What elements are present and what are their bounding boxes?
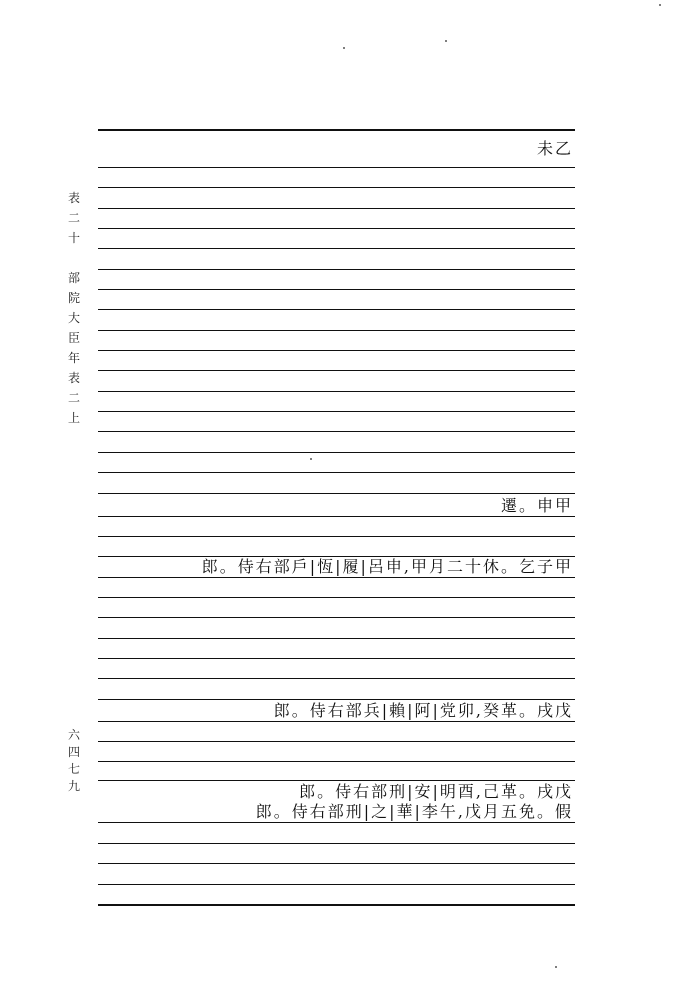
print-speck — [445, 40, 447, 42]
table-entry: 郎。侍右部刑|之|華|李午,戊月五免。假 — [255, 802, 573, 821]
print-speck — [310, 458, 312, 460]
page-number-char: 七 — [67, 762, 80, 776]
margin-subtitle-char: 部 — [67, 271, 80, 285]
margin-subtitle-char: 上 — [67, 411, 80, 425]
margin-subtitle — [62, 268, 86, 428]
table-rule — [98, 228, 575, 229]
table-rule — [98, 452, 575, 453]
table-rule — [98, 370, 575, 371]
table-rule — [98, 658, 575, 659]
page-number-char: 六 — [67, 728, 80, 742]
print-speck — [555, 966, 557, 968]
table-rule — [98, 699, 575, 700]
table-rule — [98, 721, 575, 722]
table-rule — [98, 741, 575, 742]
table-rule — [98, 269, 575, 270]
table-rule — [98, 289, 575, 290]
page-number-char: 四 — [67, 745, 80, 759]
table-rule-top — [98, 129, 575, 131]
margin-subtitle-char: 院 — [67, 291, 80, 305]
table-rule — [98, 350, 575, 351]
margin-title-char: 表 — [67, 191, 80, 205]
margin-title-char: 二 — [67, 211, 80, 225]
print-speck — [343, 47, 345, 49]
table-rule — [98, 617, 575, 618]
table-rule — [98, 597, 575, 598]
margin-title-char: 十 — [67, 231, 80, 245]
table-rule — [98, 493, 575, 494]
table-rule — [98, 411, 575, 412]
table-rule — [98, 678, 575, 679]
table-rule — [98, 516, 575, 517]
table-rule — [98, 167, 575, 168]
table-rule — [98, 761, 575, 762]
margin-subtitle-char: 大 — [67, 311, 80, 325]
table-entry: 遷。申甲 — [500, 496, 573, 515]
table-rule — [98, 472, 575, 473]
table-entry: 郎。侍右部戶|恆|履|呂申,甲月二十休。乞子甲 — [201, 557, 573, 576]
margin-subtitle-char: 表 — [67, 371, 80, 385]
table-rule — [98, 822, 575, 823]
margin-subtitle-char: 二 — [67, 391, 80, 405]
table-rule — [98, 536, 575, 537]
table-rule — [98, 187, 575, 188]
margin-subtitle-char: 年 — [67, 351, 80, 365]
table-entry: 未乙 — [536, 139, 573, 158]
table-rule — [98, 780, 575, 781]
table-rule — [98, 309, 575, 310]
print-speck — [659, 4, 661, 6]
table-rule-bottom — [98, 904, 575, 906]
table-rule — [98, 884, 575, 885]
margin-title — [62, 188, 86, 248]
table-rule — [98, 843, 575, 844]
table-rule — [98, 208, 575, 209]
table-rule — [98, 330, 575, 331]
table-rule — [98, 431, 575, 432]
page-number — [62, 727, 86, 795]
table-rule — [98, 391, 575, 392]
margin-subtitle-char: 臣 — [67, 331, 80, 345]
table-entry: 郎。侍右部兵|賴|阿|党卯,癸革。戌戊 — [273, 701, 573, 720]
page-number-char: 九 — [67, 779, 80, 793]
table-rule — [98, 577, 575, 578]
table-entry: 郎。侍右部刑|安|明酉,己革。戌戊 — [299, 782, 573, 801]
table-rule — [98, 248, 575, 249]
table-rule — [98, 638, 575, 639]
table-rule — [98, 863, 575, 864]
